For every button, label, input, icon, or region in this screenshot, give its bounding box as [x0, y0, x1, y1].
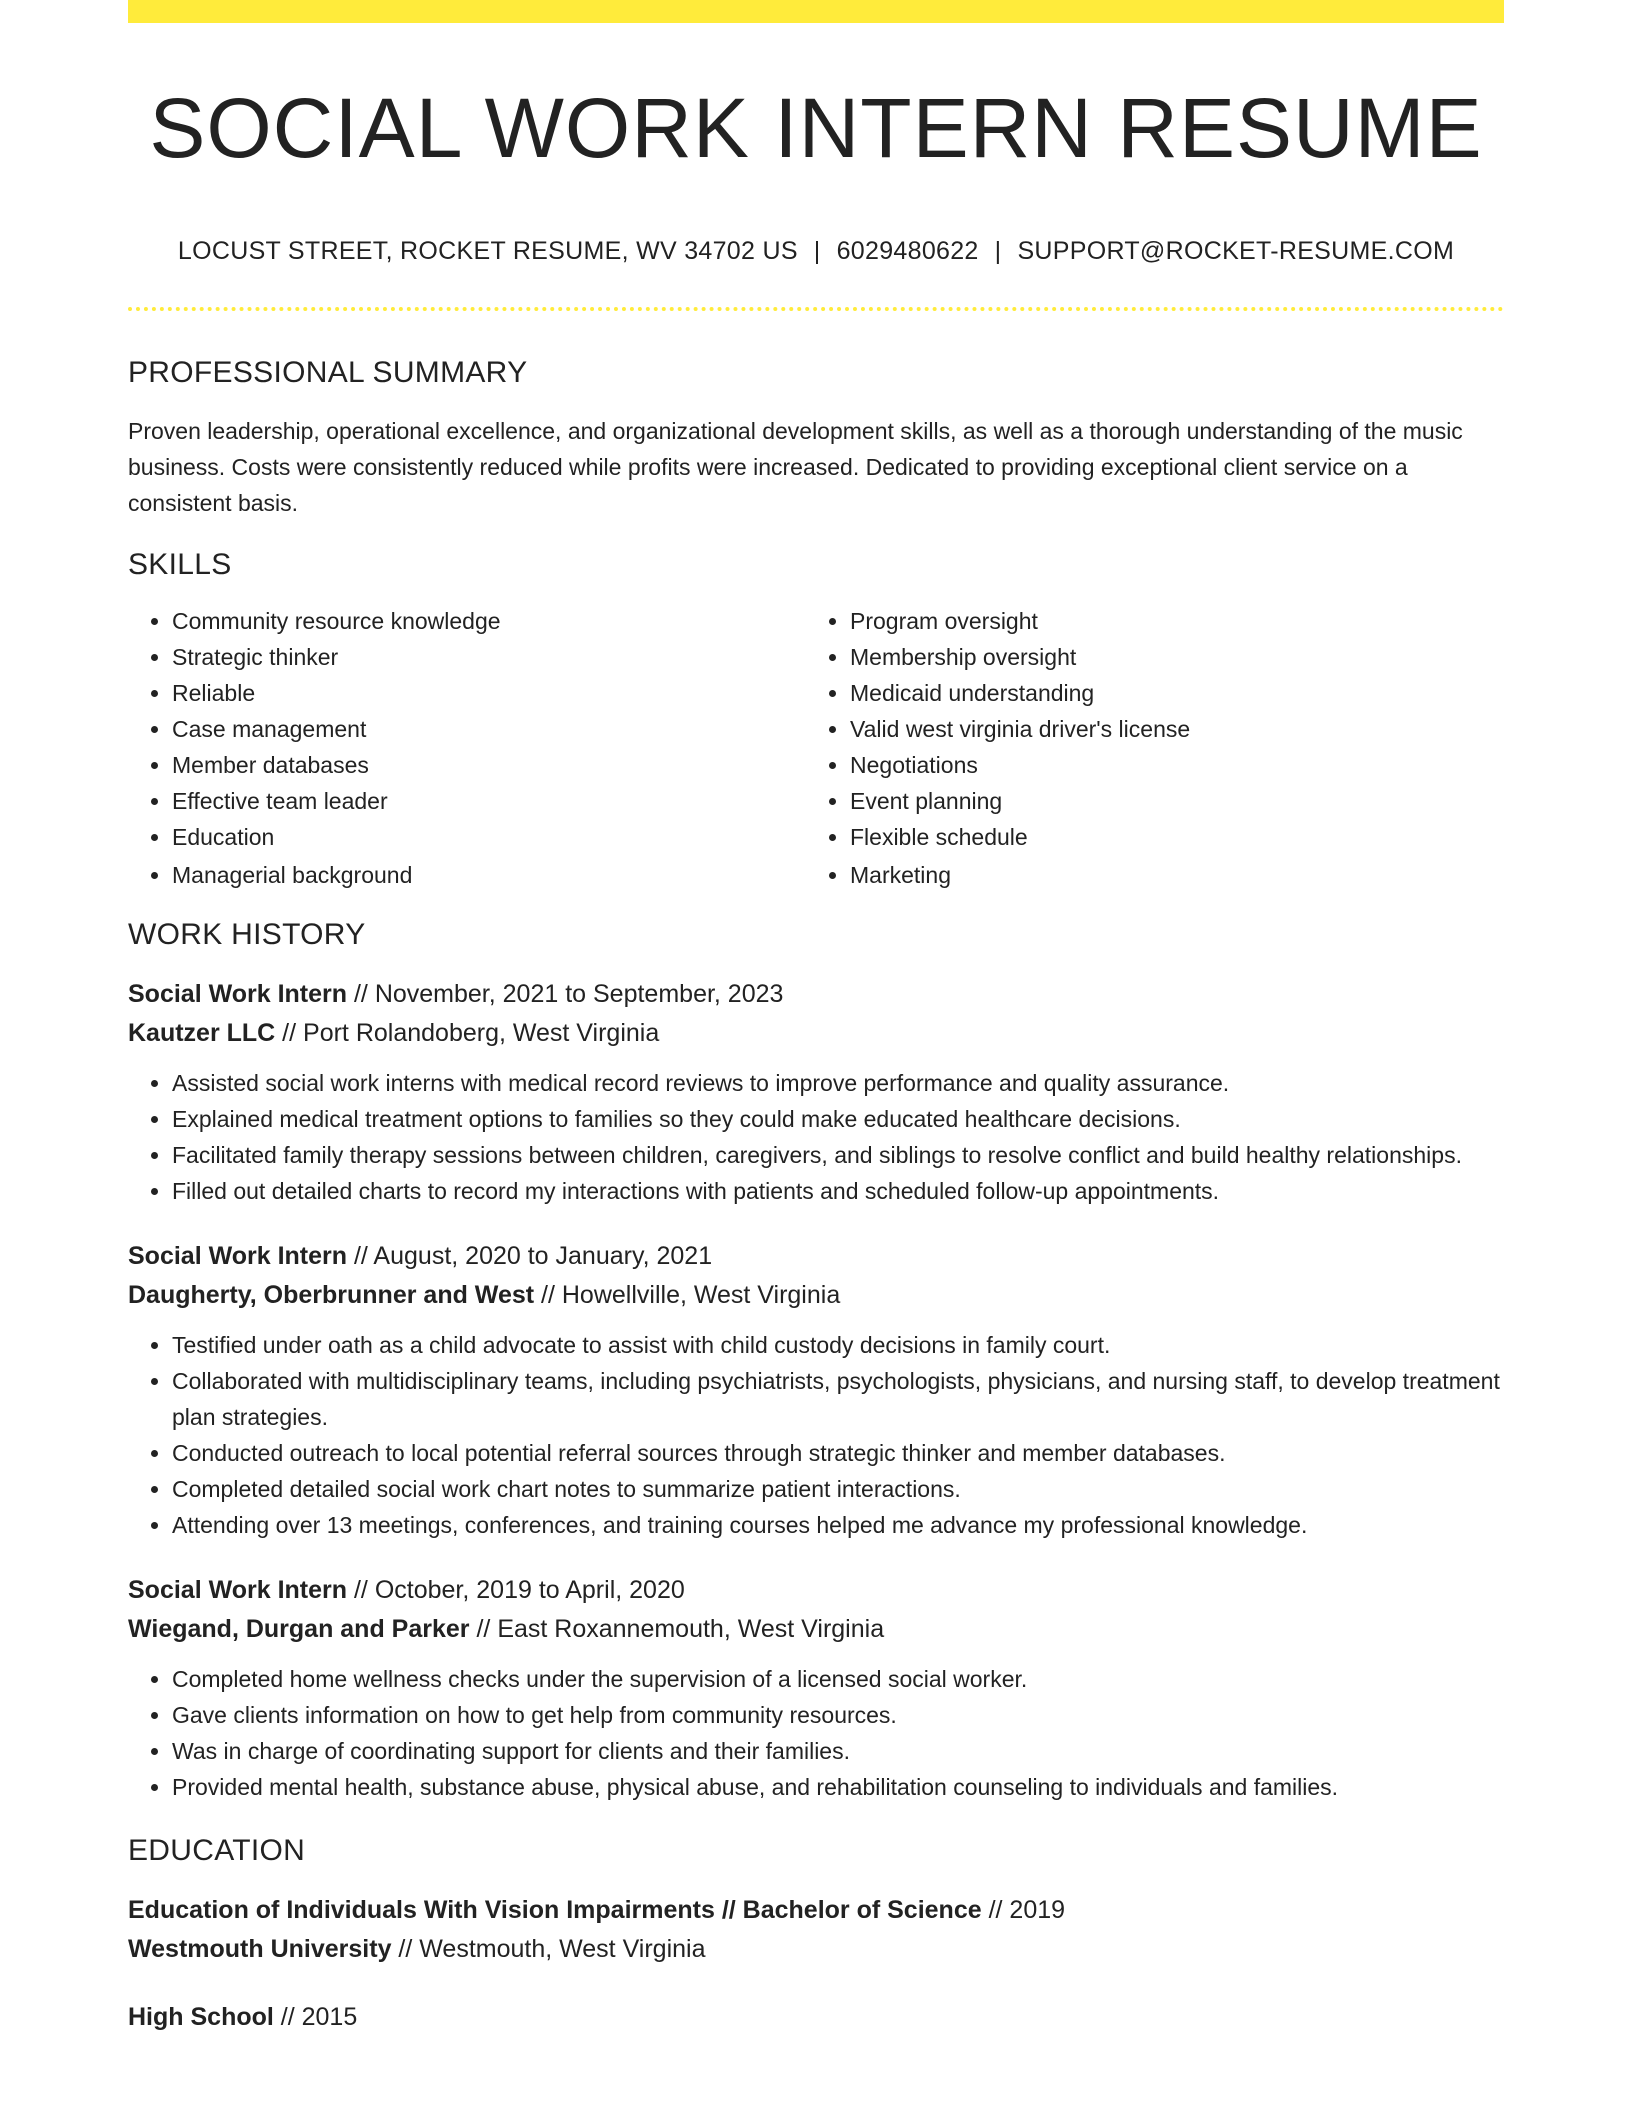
skill-item: • Case management	[172, 711, 806, 747]
contact-address: LOCUST STREET, ROCKET RESUME, WV 34702 US	[177, 237, 798, 265]
job-bullet: • Facilitated family therapy sessions between children, caregivers, and siblings to resolve conflict and build healthy relationships.	[172, 1137, 1504, 1173]
job-bullets	[128, 1065, 1504, 1209]
job-title: Social Work Intern	[128, 1242, 348, 1270]
skills-list	[128, 603, 1504, 893]
skill-item: • Valid west virginia driver's license	[850, 711, 1484, 747]
job-location: // Port Rolandoberg, West Virginia	[275, 1019, 660, 1047]
education-heading: EDUCATION	[128, 1834, 306, 1867]
education-degree: High School	[128, 2003, 274, 2031]
job-bullet: • Attending over 13 meetings, conferences, and training courses helped me advance my professional knowledge.	[172, 1507, 1504, 1543]
top-accent-bar	[128, 0, 1504, 23]
education-entry	[128, 1891, 1504, 1969]
skill-item: • Education	[172, 819, 806, 855]
job-company-line	[128, 1276, 1504, 1315]
skill-item: • Reliable	[172, 675, 806, 711]
skill-item: • Membership oversight	[850, 639, 1484, 675]
job-title: Social Work Intern	[128, 980, 348, 1008]
job-title: Social Work Intern	[128, 1576, 348, 1604]
education-degree-line	[128, 1998, 1504, 2037]
education-entry	[128, 1998, 1504, 2037]
summary-text: Proven leadership, operational excellence, and organizational development skills, as well as a thorough understanding of the music business. Costs were consistently reduced while profits were increased. Dedicated to providing exceptional client service on a consistent basis.	[128, 418, 1463, 516]
skill-item: • Member databases	[172, 747, 806, 783]
education-year: // 2019	[981, 1896, 1066, 1924]
job-location: // East Roxannemouth, West Virginia	[469, 1615, 885, 1643]
job-bullet: • Provided mental health, substance abuse, physical abuse, and rehabilitation counseling to individuals and families.	[172, 1769, 1504, 1805]
dotted-divider	[128, 307, 1504, 311]
education-year: // 2015	[273, 2003, 358, 2031]
education-school: Westmouth University	[128, 1935, 392, 1963]
resume-title: SOCIAL WORK INTERN RESUME	[149, 81, 1483, 175]
job-title-line	[128, 1571, 1504, 1610]
job-company-line	[128, 1014, 1504, 1053]
skill-item: • Strategic thinker	[172, 639, 806, 675]
job-company: Daugherty, Oberbrunner and West	[128, 1281, 535, 1309]
job-bullets	[128, 1327, 1504, 1543]
job-bullet: • Conducted outreach to local potential referral sources through strategic thinker and member databases.	[172, 1435, 1504, 1471]
job-bullet: • Completed home wellness checks under the supervision of a licensed social worker.	[172, 1661, 1504, 1697]
education-location: // Westmouth, West Virginia	[391, 1935, 706, 1963]
job-company: Wiegand, Durgan and Parker	[128, 1615, 470, 1643]
summary-heading: PROFESSIONAL SUMMARY	[128, 356, 528, 389]
skill-item: • Program oversight	[850, 603, 1484, 639]
job-dates: // October, 2019 to April, 2020	[347, 1576, 685, 1604]
job-title-line	[128, 1237, 1504, 1276]
job-company: Kautzer LLC	[128, 1019, 276, 1047]
job-bullet: • Filled out detailed charts to record my interactions with patients and scheduled follow-up appointments.	[172, 1173, 1504, 1209]
contact-separator: |	[813, 237, 821, 265]
job-bullets	[128, 1661, 1504, 1805]
contact-line	[128, 236, 1504, 266]
skill-item: • Flexible schedule	[850, 819, 1484, 855]
skill-item: • Managerial background	[172, 857, 806, 893]
resume-page	[128, 0, 1504, 2037]
contact-phone: 6029480622	[836, 237, 979, 265]
job-bullet: • Explained medical treatment options to families so they could make educated healthcare decisions.	[172, 1101, 1504, 1137]
contact-email: SUPPORT@ROCKET-RESUME.COM	[1017, 237, 1455, 265]
job-bullet: • Assisted social work interns with medical record reviews to improve performance and quality assurance.	[172, 1065, 1504, 1101]
job-entry	[128, 1237, 1504, 1543]
job-bullet: • Testified under oath as a child advocate to assist with child custody decisions in family court.	[172, 1327, 1504, 1363]
job-entry	[128, 975, 1504, 1209]
skill-item: • Community resource knowledge	[172, 603, 806, 639]
job-company-line	[128, 1610, 1504, 1649]
education-school-line	[128, 1930, 1504, 1969]
education-degree-line	[128, 1891, 1504, 1930]
skill-item: • Medicaid understanding	[850, 675, 1484, 711]
job-dates: // August, 2020 to January, 2021	[347, 1242, 713, 1270]
job-bullet: • Collaborated with multidisciplinary teams, including psychiatrists, psychologists, physicians, and nursing staff, to develop treatment plan strategies.	[172, 1363, 1504, 1435]
job-bullet: • Gave clients information on how to get help from community resources.	[172, 1697, 1504, 1733]
job-dates: // November, 2021 to September, 2023	[347, 980, 784, 1008]
work-history-heading: WORK HISTORY	[128, 918, 366, 951]
contact-separator: |	[994, 237, 1002, 265]
skills-right-column	[806, 603, 1484, 893]
skill-item: • Effective team leader	[172, 783, 806, 819]
job-title-line	[128, 975, 1504, 1014]
skills-heading: SKILLS	[128, 548, 232, 581]
skill-item: • Negotiations	[850, 747, 1484, 783]
job-bullet: • Completed detailed social work chart notes to summarize patient interactions.	[172, 1471, 1504, 1507]
skill-item: • Marketing	[850, 857, 1484, 893]
job-entry	[128, 1571, 1504, 1805]
job-location: // Howellville, West Virginia	[534, 1281, 841, 1309]
skill-item: • Event planning	[850, 783, 1484, 819]
skills-left-column	[128, 603, 806, 893]
education-degree: Education of Individuals With Vision Impairments // Bachelor of Science	[128, 1896, 982, 1924]
job-bullet: • Was in charge of coordinating support for clients and their families.	[172, 1733, 1504, 1769]
